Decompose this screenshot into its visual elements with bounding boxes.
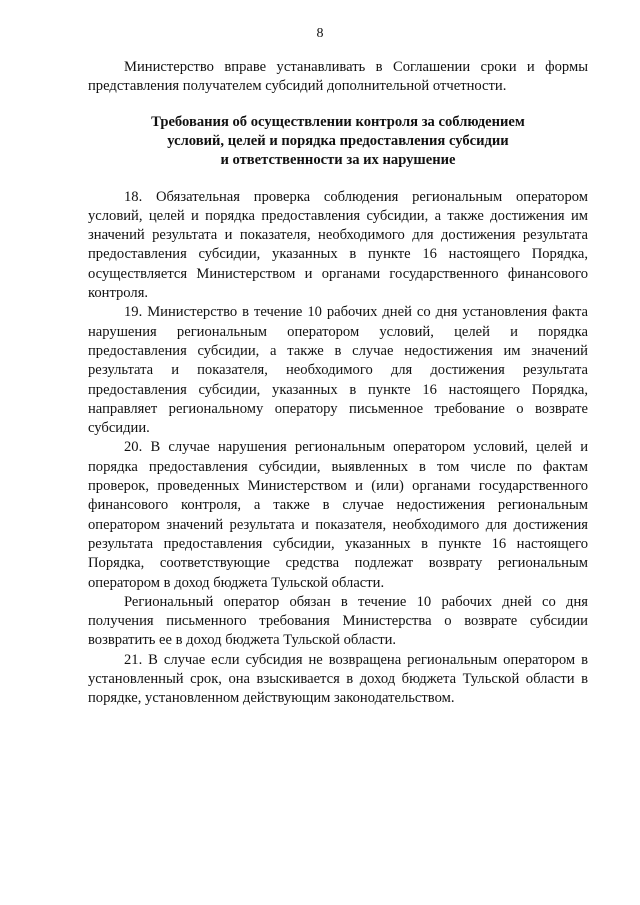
paragraph-19: 19. Министерство в течение 10 рабочих дней со дня установления факта нарушения региональным оператором условий, целей и порядка предоставления субсидии, а также в случае недостижения им значений результата и показателя, необходимого для достижения результата предоставления субсидии, указанных в пункте 16 настоящего Порядка, направляет региональному оператору письменное требование о возврате субсидии. bbox=[88, 304, 588, 437]
section-title bbox=[88, 113, 588, 170]
section-title-line: и ответственности за их нарушение bbox=[220, 151, 456, 168]
paragraph-20: 20. В случае нарушения региональным оператором условий, целей и порядка предоставления субсидии, выявленных в том числе по фактам проверок, проведенных Министерством и (или) органами государственного финансового контроля, а также в случае недостижения региональным оператором значений результата и показателя, необходимого для достижения результата предоставления субсидии, указанных в пункте 16 настоящего Порядка, соответствующие средства подлежат возврату региональным оператором в доход бюджета Тульской области. bbox=[88, 439, 588, 591]
paragraph-return-obligation: Региональный оператор обязан в течение 10 рабочих дней со дня получения письменного требования Министерства о возврате субсидии возвратить ее в доход бюджета Тульской области. bbox=[88, 593, 588, 649]
section-title-line: Требования об осуществлении контроля за соблюдением bbox=[151, 113, 525, 130]
paragraph-18: 18. Обязательная проверка соблюдения региональным оператором условий, целей и порядка предоставления субсидии, а также достижения им значений результата и показателя, необходимого для достижения результата предоставления субсидии, указанных в пункте 16 настоящего Порядка, осуществляется Министерством и органами государственного финансового контроля. bbox=[88, 188, 588, 302]
page-number: 8 bbox=[316, 26, 324, 41]
document-body bbox=[88, 58, 588, 709]
paragraph-21: 21. В случае если субсидия не возвращена региональным оператором в установленный срок, она взыскивается в доход бюджета Тульской области в порядке, установленном действующим законодательством. bbox=[88, 651, 588, 707]
section-title-line: условий, целей и порядка предоставления субсидии bbox=[167, 132, 509, 149]
intro-paragraph: Министерство вправе устанавливать в Соглашении сроки и формы представления получателем субсидий дополнительной отчетности. bbox=[88, 59, 588, 95]
